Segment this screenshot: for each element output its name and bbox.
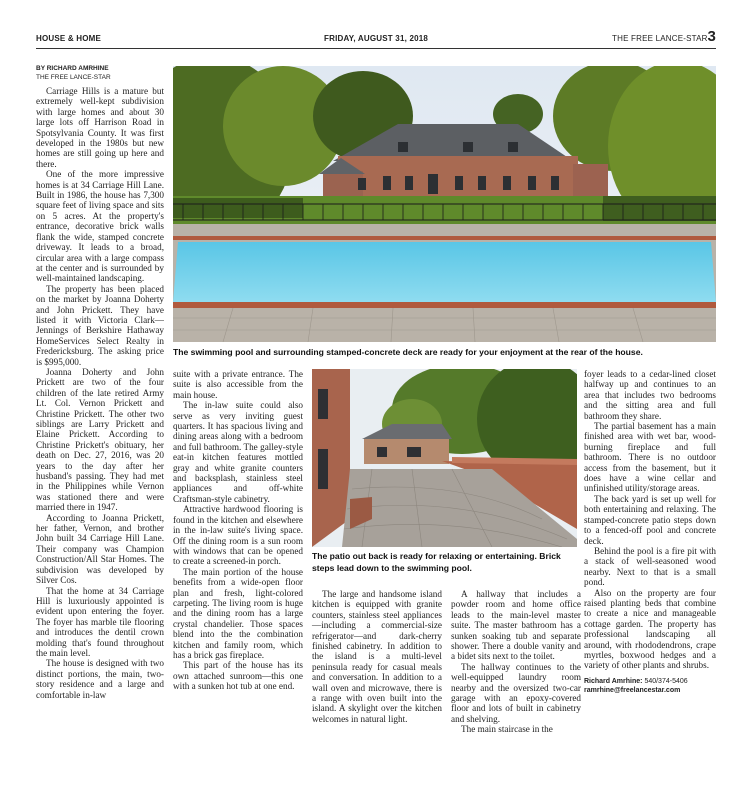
patio-photo xyxy=(312,369,577,547)
pool-photo-caption: The swimming pool and surrounding stamped-concrete deck are ready for your enjoyment at the rear of the house. xyxy=(173,347,643,357)
header-rule xyxy=(36,48,716,49)
article-column-5 xyxy=(584,369,716,695)
paragraph: The back yard is set up well for both entertaining and relaxing. The stamped-concrete patio steps down to a fenced-off pool and concrete deck. xyxy=(584,493,716,546)
signature-email[interactable]: ramrhine@freelancestar.com xyxy=(584,686,681,694)
pool-photo-image xyxy=(173,66,716,342)
section-label: HOUSE & HOME xyxy=(36,34,102,43)
byline xyxy=(36,64,111,82)
paragraph: The large and handsome island kitchen is equipped with granite counters, stainless steel appliances—including a commercial-size refrigerator—and dark-cherry finished cabinetry. In addition to the island is a multi-level peninsula ready for casual meals and conversation. In addition to a wall oven and microwave, there is a range with oven built into the island. A skylight over the kitchen welcomes in natural light. xyxy=(312,589,442,724)
paragraph: The property has been placed on the market by Joanna Doherty and John Prickett. They have listed it with Victoria Clark—Jennings of Berkshire Hathaway HomeServices Select Realty in Fredericksburg. The asking price is $995,000. xyxy=(36,283,164,367)
paragraph: Joanna Doherty and John Prickett are two of the four children of the late retired Army Lt. Col. Vernon Prickett and Christine Prickett. The other two siblings are Larry Prickett and Elaine Prickett. According to Christine Prickett's obituary, her death on Dec. 27, 2016, was 20 years to the day after her husband's passing. They had met in the Philippines while Vernon was stationed there and were married there in 1947. xyxy=(36,366,164,513)
article-column-3 xyxy=(312,589,442,724)
article-column-2 xyxy=(173,369,303,692)
paragraph: One of the more impressive homes is at 34 Carriage Hill Lane. Built in 1986, the house has 7,300 square feet of living space and sits on 5 acres. At the property's entrance, decorative brick walls flank the wide, stamped concrete driveway. It leads to a broad, circular area with a large compass at the center and is surrounded by well-maintained landscaping. xyxy=(36,169,164,284)
paragraph: Carriage Hills is a mature but extremely well-kept subdivision with large homes and about 30 large lots off Harrison Road in Spotsylvania County. It was first developed in the 1980s but new homes are still going up here and there. xyxy=(36,86,164,169)
issue-date: FRIDAY, AUGUST 31, 2018 xyxy=(324,34,429,43)
paragraph: This part of the house has its own attached sunroom—this one with a sunken hot tub at one end. xyxy=(173,660,303,692)
paragraph: The main staircase in the xyxy=(461,724,553,735)
page-header xyxy=(36,28,716,46)
author-signature xyxy=(584,677,716,695)
publication-name: THE FREE LANCE-STAR xyxy=(612,34,708,43)
paragraph: The in-law suite could also serve as very inviting guest quarters. It has spacious living and dining areas along with a bedroom and full bathroom. The galley-style eat-in kitchen features mottled gray and white granite counters and backsplash, stainless steel appliances and off-white Craftsman-style cabinetry. xyxy=(173,400,303,504)
paragraph: The hallway continues to the well-equipped laundry room nearby and the oversized two-car garage with an epoxy-covered floor and lots of built in cabinetry and shelving. xyxy=(451,661,581,724)
paragraph: The partial basement has a main finished area with wet bar, wood-burning fireplace and full bathroom. There is no outdoor access from the basement, but it does have a wine cellar and unfinished utility/storage areas. xyxy=(584,421,716,494)
paragraph: Behind the pool is a fire pit with a stack of well-seasoned wood nearby. Next to that is a small pond. xyxy=(584,545,716,588)
paragraph: Also on the property are four raised planting beds that combine to create a nice and manageable cottage garden. The property has professional landscaping all around, with rhododendrons, crape myrtles, boxwood hedges and a variety of other plants and shrubs. xyxy=(584,587,716,671)
pool-photo xyxy=(173,66,716,342)
paragraph: A hallway that includes a powder room and home office leads to the main-level master suite. The master bathroom has a sunken soaking tub and separate shower. There a double vanity and a bidet sits next to the toilet. xyxy=(451,589,581,662)
paragraph: The main portion of the house benefits from a wide-open floor plan and fresh, light-colored carpeting. The living room is huge and the dining room has a large crystal chandelier. Those spaces blend into the the combination kitchen and family room, which has a brick gas fireplace. xyxy=(173,566,303,660)
patio-photo-caption: The patio out back is ready for relaxing or entertaining. Brick steps lead down to the swimming pool. xyxy=(312,551,561,573)
byline-author: BY RICHARD AMRHINE xyxy=(36,65,109,72)
paragraph: The house is designed with two distinct portions, the main, two-story residence and a large and comfortable in-law xyxy=(36,658,164,700)
paragraph: That the home at 34 Carriage Hill is luxuriously appointed is evident upon entering the foyer. The foyer has marble tile flooring and introduces the dentil crown molding that's found throughout the main level. xyxy=(36,585,164,658)
article-column-4 xyxy=(451,589,581,735)
signature-phone: 540/374-5406 xyxy=(644,677,688,685)
paragraph: According to Joanna Prickett, her father, Vernon, and brother John built 34 Carriage Hill Lane. Their company was Champion Construction/All Star Homes. The subdivision was developed by Silver Cos. xyxy=(36,512,164,586)
paragraph: Attractive hardwood flooring is found in the kitchen and elsewhere in the in-law suite's living space. Off the dining room is a sun room with windows that can be opened to create a screened-in porch. xyxy=(173,504,303,567)
signature-name: Richard Amrhine: xyxy=(584,677,643,685)
page-number: 3 xyxy=(707,28,716,45)
paragraph: suite with a private entrance. The suite is also accessible from the main house. xyxy=(173,369,303,400)
paragraph: foyer leads to a cedar-lined closet halfway up and continues to an area that includes two bedrooms and the sitting area and full bathroom they share. xyxy=(584,369,716,421)
byline-outlet: THE FREE LANCE-STAR xyxy=(36,74,111,81)
patio-photo-image xyxy=(312,369,577,547)
article-column-1 xyxy=(36,86,164,700)
